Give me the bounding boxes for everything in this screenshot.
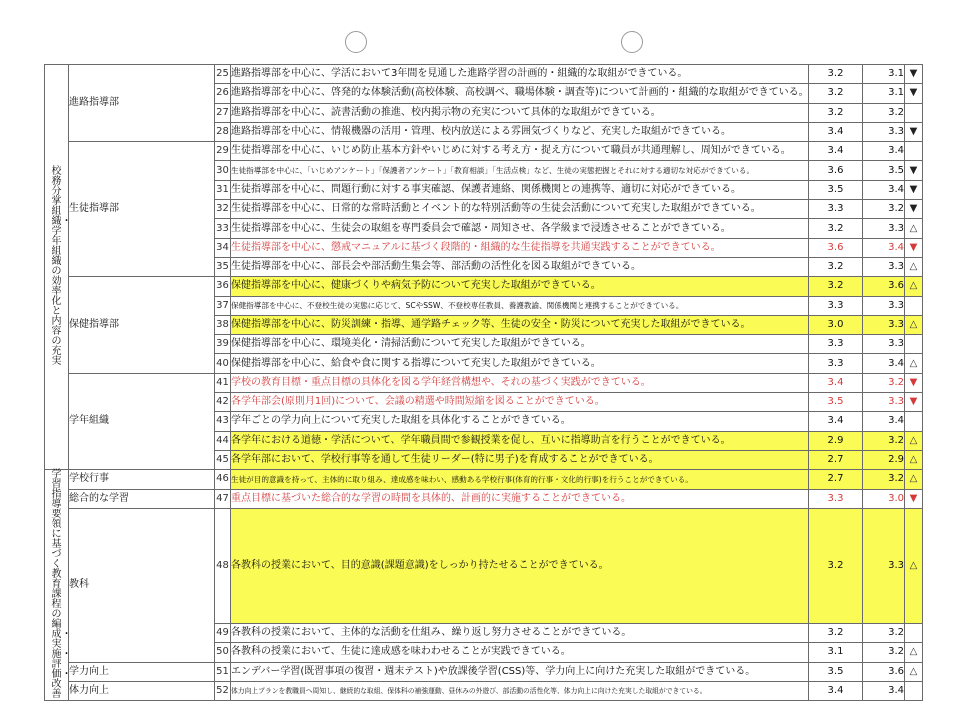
score-previous: 3.3 xyxy=(809,354,863,373)
trend-mark xyxy=(905,624,923,643)
item-text: 重点目標に基づいた総合的な学習の時間を具体的、計画的に実施することができている。 xyxy=(231,489,809,508)
score-current: 3.0 xyxy=(863,489,905,508)
trend-mark xyxy=(905,643,923,662)
item-text: 各学年部会(原則月1回)について、会議の精選や時間短縮を図ることができている。 xyxy=(231,393,809,412)
item-number: 32 xyxy=(215,200,231,219)
score-previous: 3.5 xyxy=(809,180,863,199)
score-current: 3.6 xyxy=(863,662,905,681)
trend-mark xyxy=(905,103,923,122)
score-previous: 3.2 xyxy=(809,624,863,643)
trend-mark xyxy=(905,142,923,161)
score-previous: 3.2 xyxy=(809,277,863,296)
score-current: 3.4 xyxy=(863,354,905,373)
score-current: 3.2 xyxy=(863,470,905,489)
item-text: 各教科の授業において、主体的な活動を仕組み、繰り返し努力させることができている。 xyxy=(231,624,809,643)
item-number: 46 xyxy=(215,470,231,489)
score-previous: 3.5 xyxy=(809,393,863,412)
item-text: 保健指導部を中心に、不登校生徒の実態に応じて、SCやSSW、不登校専任教員、養護教諭、関係機関と連携することができている。 xyxy=(231,296,809,315)
item-text: 保健指導部を中心に、環境美化・清掃活動について充実した取組ができている。 xyxy=(231,335,809,354)
score-current: 3.2 xyxy=(863,200,905,219)
trend-mark xyxy=(905,393,923,412)
trend-mark xyxy=(905,84,923,103)
score-previous: 2.7 xyxy=(809,450,863,469)
department-label: 保健指導部 xyxy=(69,277,215,373)
item-text: 体力向上プランを教職員へ周知し、継続的な取組、保体科の補強運動、昼休みの外遊び、部活動の活性化等、体力向上に向けた充実した取組ができている。 xyxy=(231,681,809,700)
item-text: 生徒指導部を中心に、生徒会の取組を専門委員会で確認・周知させ、各学級まで浸透させることができている。 xyxy=(231,219,809,238)
score-previous: 2.9 xyxy=(809,431,863,450)
trend-mark xyxy=(905,219,923,238)
category-label: 校務分掌組織・学年組織の効率化と内容の充実 xyxy=(45,65,69,470)
item-number: 36 xyxy=(215,277,231,296)
item-number: 28 xyxy=(215,122,231,141)
trend-mark xyxy=(905,489,923,508)
item-number: 26 xyxy=(215,84,231,103)
score-previous: 3.2 xyxy=(809,65,863,84)
item-text: 保健指導部を中心に、健康づくりや病気予防について充実した取組ができている。 xyxy=(231,277,809,296)
score-previous: 3.4 xyxy=(809,412,863,431)
triangle-down-icon: ▼ xyxy=(909,203,918,215)
triangle-up-icon: △ xyxy=(909,319,918,330)
item-text: 進路指導部を中心に、読書活動の推進、校内掲示物の充実について具体的な取組ができている。 xyxy=(231,103,809,122)
item-text: 生徒指導部を中心に、いじめ防止基本方針やいじめに対する考え方・捉え方について職員が共通理解し、周知ができている。 xyxy=(231,142,809,161)
triangle-down-icon: ▼ xyxy=(909,492,918,504)
triangle-up-icon: △ xyxy=(909,357,918,369)
item-number: 47 xyxy=(215,489,231,508)
score-previous: 3.3 xyxy=(809,200,863,219)
item-number: 31 xyxy=(215,180,231,199)
trend-mark xyxy=(905,335,923,354)
item-text: 各教科の授業において、生徒に達成感を味わわせることが実践できている。 xyxy=(231,643,809,662)
table-row xyxy=(45,508,923,623)
score-current: 3.3 xyxy=(863,315,905,334)
triangle-down-icon: ▼ xyxy=(909,376,918,388)
triangle-down-icon: ▼ xyxy=(909,183,918,195)
department-label: 学校行事 xyxy=(69,470,215,489)
table-row xyxy=(45,489,923,508)
item-text: 各教科の授業において、目的意識(課題意識)をしっかり持たせることができている。 xyxy=(231,508,809,623)
item-number: 48 xyxy=(215,508,231,623)
table-row xyxy=(45,65,923,84)
table-row xyxy=(45,277,923,296)
triangle-up-icon: △ xyxy=(909,559,918,571)
trend-mark xyxy=(905,200,923,219)
score-previous: 3.0 xyxy=(809,315,863,334)
item-text: 学年ごとの学力向上について充実した取組を具体化することができている。 xyxy=(231,412,809,431)
item-number: 43 xyxy=(215,412,231,431)
item-number: 38 xyxy=(215,315,231,334)
item-text: 生徒指導部を中心に、部長会や部活動生集会等、部活動の活性化を図る取組ができている。 xyxy=(231,257,809,276)
trend-mark xyxy=(905,315,923,334)
trend-mark xyxy=(905,431,923,450)
triangle-up-icon: △ xyxy=(909,646,918,658)
item-text: 進路指導部を中心に、学活において3年間を見通した進路学習の計画的・組織的な取組ができている。 xyxy=(231,65,809,84)
score-current: 3.2 xyxy=(863,373,905,392)
triangle-up-icon: △ xyxy=(909,665,918,677)
item-number: 27 xyxy=(215,103,231,122)
item-text: 生徒指導部を中心に、日常的な常時活動とイベント的な特別活動等の生徒会活動について充実した取組ができている。 xyxy=(231,200,809,219)
item-number: 45 xyxy=(215,450,231,469)
triangle-up-icon: △ xyxy=(909,261,918,273)
punch-hole-right xyxy=(621,31,643,53)
item-number: 35 xyxy=(215,257,231,276)
table-row xyxy=(45,142,923,161)
score-current: 3.2 xyxy=(863,431,905,450)
trend-mark xyxy=(905,373,923,392)
score-previous: 3.2 xyxy=(809,84,863,103)
trend-mark xyxy=(905,662,923,681)
score-current: 3.3 xyxy=(863,393,905,412)
item-number: 34 xyxy=(215,238,231,257)
item-text: 学校の教育目標・重点目標の具体化を図る学年経営構想や、それの基づく実践ができている。 xyxy=(231,373,809,392)
department-label: 体力向上 xyxy=(69,681,215,700)
triangle-down-icon: ▼ xyxy=(909,126,918,138)
item-text: 各学年における道徳・学活について、学年職員間で参観授業を促し、互いに指導助言を行うことができている。 xyxy=(231,431,809,450)
triangle-down-icon: ▼ xyxy=(909,396,918,408)
score-previous: 3.5 xyxy=(809,662,863,681)
trend-mark xyxy=(905,257,923,276)
score-current: 3.6 xyxy=(863,277,905,296)
score-previous: 3.3 xyxy=(809,296,863,315)
item-text: エンデバー学習(既習事項の復習・週末テスト)や放課後学習(CSS)等、学力向上に向けた充実した取組ができている。 xyxy=(231,662,809,681)
item-number: 33 xyxy=(215,219,231,238)
triangle-up-icon: △ xyxy=(909,280,918,292)
trend-mark xyxy=(905,277,923,296)
score-previous: 3.2 xyxy=(809,257,863,276)
score-current: 3.4 xyxy=(863,412,905,431)
score-current: 3.1 xyxy=(863,65,905,84)
item-number: 52 xyxy=(215,681,231,700)
item-text: 進路指導部を中心に、啓発的な体験活動(高校体験、高校調べ、職場体験・調査等)について計画的・組織的な取組ができている。 xyxy=(231,84,809,103)
score-previous: 3.3 xyxy=(809,489,863,508)
score-current: 3.4 xyxy=(863,238,905,257)
item-text: 生徒指導部を中心に、懲戒マニュアルに基づく段階的・組織的な生徒指導を共通実践することができている。 xyxy=(231,238,809,257)
department-label: 学力向上 xyxy=(69,662,215,681)
triangle-up-icon: △ xyxy=(909,454,918,466)
score-previous: 3.2 xyxy=(809,508,863,623)
trend-mark xyxy=(905,681,923,700)
item-number: 51 xyxy=(215,662,231,681)
trend-mark xyxy=(905,450,923,469)
score-current: 3.2 xyxy=(863,624,905,643)
score-previous: 3.6 xyxy=(809,238,863,257)
trend-mark xyxy=(905,470,923,489)
department-label: 学年組織 xyxy=(69,373,215,469)
table-row xyxy=(45,662,923,681)
item-text: 生徒指導部を中心に、「いじめアンケート」「保護者アンケート」「教育相談」「生活点検」など、生徒の実態把握とそれに対する適切な対応ができている。 xyxy=(231,161,809,180)
trend-mark xyxy=(905,296,923,315)
score-previous: 3.4 xyxy=(809,373,863,392)
item-number: 30 xyxy=(215,161,231,180)
trend-mark xyxy=(905,122,923,141)
score-current: 3.3 xyxy=(863,296,905,315)
department-label: 生徒指導部 xyxy=(69,142,215,277)
score-current: 3.2 xyxy=(863,103,905,122)
trend-mark xyxy=(905,412,923,431)
score-previous: 3.4 xyxy=(809,122,863,141)
triangle-down-icon: ▼ xyxy=(909,241,918,253)
item-number: 41 xyxy=(215,373,231,392)
item-number: 40 xyxy=(215,354,231,373)
item-number: 39 xyxy=(215,335,231,354)
score-previous: 3.1 xyxy=(809,643,863,662)
score-current: 3.2 xyxy=(863,643,905,662)
item-text: 進路指導部を中心に、情報機器の活用・管理、校内放送による雰囲気づくりなど、充実した取組ができている。 xyxy=(231,122,809,141)
score-previous: 2.7 xyxy=(809,470,863,489)
score-previous: 3.3 xyxy=(809,335,863,354)
trend-mark xyxy=(905,508,923,623)
triangle-up-icon: △ xyxy=(909,473,918,485)
triangle-up-icon: △ xyxy=(909,434,918,446)
item-text: 保健指導部を中心に、防災訓練・指導、通学路チェック等、生徒の安全・防災について充実した取組ができている。 xyxy=(231,315,809,334)
trend-mark xyxy=(905,354,923,373)
score-current: 2.9 xyxy=(863,450,905,469)
item-text: 生徒が目的意識を持って、主体的に取り組み、達成感を味わい、感動ある学校行事(体育的行事・文化的行事)を行うことができている。 xyxy=(231,470,809,489)
score-current: 3.4 xyxy=(863,681,905,700)
score-current: 3.3 xyxy=(863,122,905,141)
score-previous: 3.2 xyxy=(809,103,863,122)
item-number: 50 xyxy=(215,643,231,662)
department-label: 総合的な学習 xyxy=(69,489,215,508)
score-current: 3.4 xyxy=(863,142,905,161)
punch-hole-left xyxy=(345,31,367,53)
department-label: 教科 xyxy=(69,508,215,662)
table-row xyxy=(45,373,923,392)
category-label: 学習指導要領に基づく教育課程の編成・実施・評価・改善 xyxy=(45,470,69,701)
item-text: 保健指導部を中心に、給食や食に関する指導について充実した取組ができている。 xyxy=(231,354,809,373)
score-previous: 3.4 xyxy=(809,681,863,700)
triangle-down-icon: ▼ xyxy=(909,68,918,80)
triangle-down-icon: ▼ xyxy=(909,164,918,176)
score-current: 3.3 xyxy=(863,508,905,623)
score-previous: 3.2 xyxy=(809,219,863,238)
triangle-down-icon: ▼ xyxy=(909,87,918,99)
table-row xyxy=(45,470,923,489)
triangle-up-icon: △ xyxy=(909,222,918,234)
evaluation-table xyxy=(44,64,923,701)
item-number: 49 xyxy=(215,624,231,643)
department-label: 進路指導部 xyxy=(69,65,215,142)
score-current: 3.3 xyxy=(863,219,905,238)
trend-mark xyxy=(905,65,923,84)
trend-mark xyxy=(905,180,923,199)
score-current: 3.5 xyxy=(863,161,905,180)
score-previous: 3.6 xyxy=(809,161,863,180)
item-number: 44 xyxy=(215,431,231,450)
score-current: 3.3 xyxy=(863,257,905,276)
item-text: 生徒指導部を中心に、問題行動に対する事実確認、保護者連絡、関係機関との連携等、適切に対応ができている。 xyxy=(231,180,809,199)
item-text: 各学年部において、学校行事等を通して生徒リーダー(特に男子)を育成することができている。 xyxy=(231,450,809,469)
trend-mark xyxy=(905,238,923,257)
score-current: 3.1 xyxy=(863,84,905,103)
item-number: 37 xyxy=(215,296,231,315)
item-number: 29 xyxy=(215,142,231,161)
item-number: 42 xyxy=(215,393,231,412)
score-previous: 3.4 xyxy=(809,142,863,161)
table-row xyxy=(45,681,923,700)
trend-mark xyxy=(905,161,923,180)
item-number: 25 xyxy=(215,65,231,84)
score-current: 3.4 xyxy=(863,180,905,199)
score-current: 3.3 xyxy=(863,335,905,354)
